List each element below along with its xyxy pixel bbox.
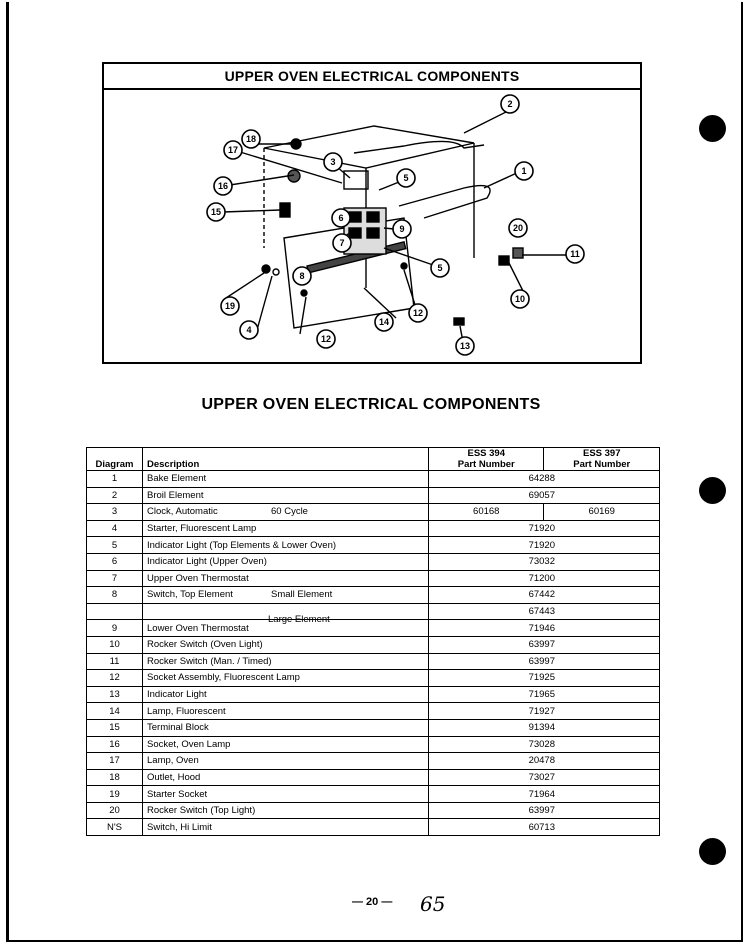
cell-diagram: 6: [87, 553, 143, 570]
cell-part-number: 71920: [429, 537, 660, 554]
cell-description: Terminal Block: [143, 719, 429, 736]
svg-text:16: 16: [217, 181, 229, 191]
binder-hole: [699, 115, 726, 142]
cell-part-ess397: 60169: [544, 504, 660, 521]
svg-text:5: 5: [437, 263, 443, 273]
callout-12a: [317, 330, 335, 348]
cell-diagram: 1: [87, 471, 143, 488]
table-header-row: [87, 448, 660, 471]
cell-part-number: 63997: [429, 802, 660, 819]
callout-17: [224, 141, 242, 159]
exploded-parts-diagram: [104, 88, 640, 362]
table-row: [87, 636, 660, 653]
table-row: [87, 620, 660, 637]
cell-description: Indicator Light (Top Elements & Lower Oven): [143, 537, 429, 554]
cell-part-number: 60713: [429, 819, 660, 836]
callout-2: [501, 95, 519, 113]
callout-14: [375, 313, 393, 331]
cell-description: Broil Element: [143, 487, 429, 504]
callout-13: [456, 337, 474, 355]
cell-part-number: 71920: [429, 520, 660, 537]
table-row: [87, 819, 660, 836]
diagram-title: UPPER OVEN ELECTRICAL COMPONENTS: [104, 64, 640, 90]
starter: [273, 269, 279, 275]
table-row: [87, 786, 660, 803]
cell-description: Clock, Automatic 60 Cycle: [143, 504, 429, 521]
cell-description: Socket, Oven Lamp: [143, 736, 429, 753]
binder-hole: [699, 477, 726, 504]
cell-description: Upper Oven Thermostat: [143, 570, 429, 587]
svg-text:5: 5: [403, 173, 409, 183]
svg-text:20: 20: [512, 223, 524, 233]
cell-part-number: 71964: [429, 786, 660, 803]
callout-11: [566, 245, 584, 263]
rocker-switch: [499, 256, 509, 265]
cell-part-number: 69057: [429, 487, 660, 504]
page-number: — 20 —: [352, 896, 393, 908]
svg-text:9: 9: [399, 224, 405, 234]
table-row: [87, 570, 660, 587]
header-diagram: Diagram: [87, 448, 143, 471]
svg-text:1: 1: [521, 166, 527, 176]
cell-description: Lower Oven Thermostat: [143, 620, 429, 637]
indicator-light: [454, 318, 464, 325]
table-row: [87, 603, 660, 620]
table-row: [87, 487, 660, 504]
switch: [367, 228, 379, 238]
cell-diagram: 8: [87, 587, 143, 604]
cell-part-number: 63997: [429, 636, 660, 653]
cell-description: Lamp, Oven: [143, 753, 429, 770]
svg-text:2: 2: [507, 99, 513, 109]
starter-socket: [262, 265, 270, 273]
table-row: [87, 537, 660, 554]
cell-description: Starter Socket: [143, 786, 429, 803]
handwritten-note: 65: [420, 892, 446, 916]
cell-diagram: [87, 603, 143, 620]
cell-description: Indicator Light (Upper Oven): [143, 553, 429, 570]
svg-text:11: 11: [570, 249, 580, 259]
table-row: [87, 587, 660, 604]
table-row: [87, 686, 660, 703]
cell-diagram: 19: [87, 786, 143, 803]
cell-description: Bake Element: [143, 471, 429, 488]
cell-description: Outlet, Hood: [143, 769, 429, 786]
callout-5a: [397, 169, 415, 187]
cell-description: Switch, Hi Limit: [143, 819, 429, 836]
cell-description: Rocker Switch (Oven Light): [143, 636, 429, 653]
broil-element: [354, 141, 484, 153]
cell-part-number: 67443: [429, 603, 660, 620]
cell-diagram: N'S: [87, 819, 143, 836]
cell-diagram: 7: [87, 570, 143, 587]
cell-diagram: 18: [87, 769, 143, 786]
callout-9: [393, 220, 411, 238]
cell-part-number: 20478: [429, 753, 660, 770]
parts-table: [86, 447, 660, 836]
callout-3: [324, 153, 342, 171]
svg-text:17: 17: [227, 145, 239, 155]
callout-7: [333, 234, 351, 252]
cell-diagram: 16: [87, 736, 143, 753]
table-row: [87, 504, 660, 521]
table-row: [87, 471, 660, 488]
switch: [367, 212, 379, 222]
cell-description: Socket Assembly, Fluorescent Lamp: [143, 670, 429, 687]
cell-part-number: 71927: [429, 703, 660, 720]
header-ess394: ESS 394 Part Number: [429, 448, 544, 471]
svg-text:6: 6: [338, 213, 344, 223]
callout-1: [515, 162, 533, 180]
svg-text:10: 10: [514, 294, 526, 304]
table-row: [87, 553, 660, 570]
callout-6: [332, 209, 350, 227]
cell-description: [143, 603, 429, 625]
svg-text:12: 12: [320, 334, 332, 344]
table-row: [87, 703, 660, 720]
cell-part-number: 71965: [429, 686, 660, 703]
callout-10: [511, 290, 529, 308]
svg-text:18: 18: [245, 134, 257, 144]
page-title: UPPER OVEN ELECTRICAL COMPONENTS: [201, 396, 541, 413]
cell-description: Indicator Light: [143, 686, 429, 703]
table-row: [87, 719, 660, 736]
cell-part-number: 63997: [429, 653, 660, 670]
cell-diagram: 15: [87, 719, 143, 736]
callout-18: [242, 130, 260, 148]
cell-diagram: 13: [87, 686, 143, 703]
cell-description: Rocker Switch (Man. / Timed): [143, 653, 429, 670]
cell-description: Starter, Fluorescent Lamp: [143, 520, 429, 537]
lamp-socket: [301, 290, 307, 296]
parts-table-body: [87, 471, 660, 836]
cell-description: Rocker Switch (Top Light): [143, 802, 429, 819]
cell-diagram: 2: [87, 487, 143, 504]
callout-20: [509, 219, 527, 237]
cell-description-detail: Small Element: [271, 589, 333, 601]
diagram-panel: [102, 62, 642, 364]
svg-text:7: 7: [339, 238, 345, 248]
cell-diagram: 14: [87, 703, 143, 720]
callout-5b: [431, 259, 449, 277]
cell-part-number: 73027: [429, 769, 660, 786]
binder-hole: [699, 838, 726, 865]
header-description: Description: [143, 448, 429, 471]
svg-text:4: 4: [246, 325, 252, 335]
table-row: [87, 802, 660, 819]
lamp-socket: [401, 263, 407, 269]
header-ess397: ESS 397 Part Number: [544, 448, 660, 471]
cell-description-detail: 60 Cycle: [271, 506, 308, 518]
cell-part-number: 67442: [429, 587, 660, 604]
callout-4: [240, 321, 258, 339]
table-row: [87, 670, 660, 687]
callout-16: [214, 177, 232, 195]
switch: [349, 228, 361, 238]
cell-part-ess394: 60168: [429, 504, 544, 521]
cell-description-detail: Large Element: [268, 613, 330, 625]
svg-text:15: 15: [210, 207, 222, 217]
table-row: [87, 520, 660, 537]
rocker-switch-top-light: [513, 248, 523, 258]
table-row: [87, 769, 660, 786]
table-row: [87, 753, 660, 770]
cell-part-number: 91394: [429, 719, 660, 736]
table-row: [87, 653, 660, 670]
cell-diagram: 9: [87, 620, 143, 637]
cell-part-number: 71200: [429, 570, 660, 587]
cell-diagram: 10: [87, 636, 143, 653]
callout-15: [207, 203, 225, 221]
cell-part-number: 71925: [429, 670, 660, 687]
cell-description: Lamp, Fluorescent: [143, 703, 429, 720]
svg-text:3: 3: [330, 157, 336, 167]
terminal-block: [280, 203, 290, 217]
cell-diagram: 12: [87, 670, 143, 687]
callout-12b: [409, 304, 427, 322]
cell-diagram: 5: [87, 537, 143, 554]
cell-part-number: 71946: [429, 620, 660, 637]
bake-element: [399, 186, 490, 218]
clock: [344, 171, 368, 189]
switch: [349, 212, 361, 222]
svg-text:13: 13: [459, 341, 471, 351]
cell-part-number: 73032: [429, 553, 660, 570]
cell-part-number: 73028: [429, 736, 660, 753]
callout-19: [221, 297, 239, 315]
cell-diagram: 4: [87, 520, 143, 537]
cell-diagram: 11: [87, 653, 143, 670]
svg-text:19: 19: [224, 301, 236, 311]
table-row: [87, 736, 660, 753]
cell-description: Switch, Top Element Small Element: [143, 587, 429, 604]
cell-diagram: 20: [87, 802, 143, 819]
cell-diagram: 3: [87, 504, 143, 521]
svg-text:8: 8: [299, 271, 305, 281]
cell-part-number: 64288: [429, 471, 660, 488]
callout-8: [293, 267, 311, 285]
svg-text:12: 12: [412, 308, 424, 318]
cell-diagram: 17: [87, 753, 143, 770]
svg-text:14: 14: [378, 317, 390, 327]
